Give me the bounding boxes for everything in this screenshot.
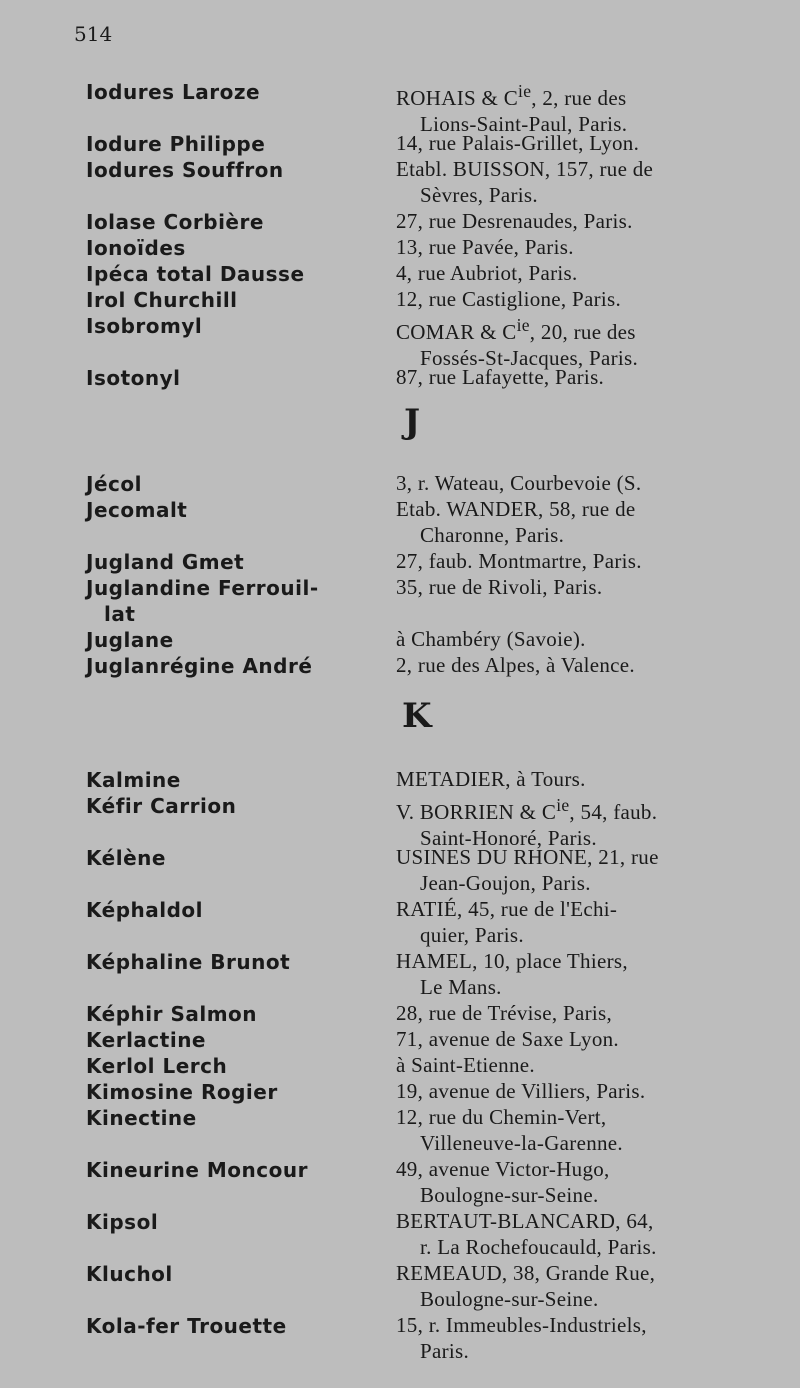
address-line: Lions-Saint-Paul, Paris. bbox=[420, 112, 628, 136]
product-address bbox=[396, 156, 653, 208]
product-name: Kéfir Carrion bbox=[86, 794, 237, 818]
address-line: ROHAIS & $C^{ie}$, 2, rue des bbox=[396, 81, 627, 110]
product-address bbox=[396, 260, 578, 286]
address-line: Boulogne-sur-Seine. bbox=[420, 1287, 599, 1311]
product-address bbox=[396, 1052, 535, 1078]
address-line: Etabl. BUISSON, 157, rue de bbox=[396, 157, 654, 181]
address-line: 71, avenue de Saxe Lyon. bbox=[396, 1027, 619, 1051]
product-name: Képhir Salmon bbox=[86, 1002, 258, 1026]
address-line: 27, rue Desrenaudes, Paris. bbox=[396, 209, 633, 233]
address-line: Charonne, Paris. bbox=[420, 523, 565, 547]
product-name: Juglane bbox=[86, 628, 174, 652]
product-name: Iolase Corbière bbox=[86, 210, 264, 234]
product-address bbox=[396, 948, 628, 1000]
address-line: Boulogne-sur-Seine. bbox=[420, 1183, 599, 1207]
product-name: Képhaldol bbox=[86, 898, 204, 922]
address-line: Etab. WANDER, 58, rue de bbox=[396, 497, 636, 521]
product-name: Juglanrégine André bbox=[86, 654, 313, 678]
product-address bbox=[396, 626, 586, 652]
product-name: Jécol bbox=[86, 472, 142, 496]
address-line: Villeneuve-la-Garenne. bbox=[420, 1131, 623, 1155]
product-address bbox=[396, 792, 657, 851]
product-address bbox=[396, 1312, 647, 1364]
product-name-continuation: lat bbox=[104, 602, 136, 626]
address-line: COMAR & $C^{ie}$, 20, rue des bbox=[396, 315, 636, 344]
product-name: Kola-fer Trouette bbox=[86, 1314, 287, 1338]
product-name: Irol Churchill bbox=[86, 288, 238, 312]
product-name: Kerlol Lerch bbox=[86, 1054, 228, 1078]
product-name: Ionoïdes bbox=[86, 236, 186, 260]
product-address bbox=[396, 548, 642, 574]
product-name: Kluchol bbox=[86, 1262, 173, 1286]
product-name: Kineurine Moncour bbox=[86, 1158, 308, 1182]
product-name: Ipéca total Dausse bbox=[86, 262, 305, 286]
address-line: 49, avenue Victor-Hugo, bbox=[396, 1157, 610, 1181]
product-address bbox=[396, 844, 659, 896]
product-name: Képhaline Brunot bbox=[86, 950, 291, 974]
address-line: V. BORRIEN & $C^{ie}$, 54, faub. bbox=[396, 795, 658, 824]
product-address bbox=[396, 1156, 610, 1208]
product-address bbox=[396, 896, 617, 948]
address-line: 35, rue de Rivoli, Paris. bbox=[396, 575, 603, 599]
product-address bbox=[396, 208, 633, 234]
product-address bbox=[396, 496, 636, 548]
product-address bbox=[396, 470, 641, 496]
address-line: quier, Paris. bbox=[420, 923, 524, 947]
address-line: à Chambéry (Savoie). bbox=[396, 627, 586, 651]
address-line: 12, rue du Chemin-Vert, bbox=[396, 1105, 607, 1129]
product-name: Kipsol bbox=[86, 1210, 159, 1234]
product-name: Iodures Laroze bbox=[86, 80, 261, 104]
product-name: Kerlactine bbox=[86, 1028, 206, 1052]
product-address bbox=[396, 78, 627, 137]
product-address bbox=[396, 766, 586, 792]
product-address bbox=[396, 1026, 619, 1052]
product-address bbox=[396, 652, 635, 678]
address-line: RATIÉ, 45, rue de l'Echi- bbox=[396, 897, 618, 921]
address-line: r. La Rochefoucauld, Paris. bbox=[420, 1235, 657, 1259]
product-name: Jugland Gmet bbox=[86, 550, 245, 574]
address-line: Saint-Honoré, Paris. bbox=[420, 826, 597, 850]
product-address bbox=[396, 286, 621, 312]
address-line: Le Mans. bbox=[420, 975, 502, 999]
address-line: HAMEL, 10, place Thiers, bbox=[396, 949, 628, 973]
address-line: Fossés-St-Jacques, Paris. bbox=[420, 346, 639, 370]
product-name: Kélène bbox=[86, 846, 166, 870]
address-line: Paris. bbox=[420, 1339, 470, 1363]
product-address bbox=[396, 312, 638, 371]
product-address bbox=[396, 1104, 623, 1156]
product-address bbox=[396, 1260, 655, 1312]
product-name: Isobromyl bbox=[86, 314, 203, 338]
address-line: 3, r. Wateau, Courbevoie (S. bbox=[396, 471, 642, 495]
product-address bbox=[396, 130, 639, 156]
product-address bbox=[396, 574, 602, 600]
section-letter: K bbox=[402, 696, 432, 736]
address-line: REMEAUD, 38, Grande Rue, bbox=[396, 1261, 656, 1285]
address-line: 15, r. Immeubles-Industriels, bbox=[396, 1313, 647, 1337]
address-line: 14, rue Palais-Grillet, Lyon. bbox=[396, 131, 640, 155]
product-address bbox=[396, 1208, 657, 1260]
address-line: 87, rue Lafayette, Paris. bbox=[396, 365, 605, 389]
product-name: Kimosine Rogier bbox=[86, 1080, 278, 1104]
address-line: USINES DU RHONE, 21, rue bbox=[396, 845, 659, 869]
address-line: Jean-Goujon, Paris. bbox=[420, 871, 591, 895]
address-line: 12, rue Castiglione, Paris. bbox=[396, 287, 622, 311]
product-name: Kinectine bbox=[86, 1106, 197, 1130]
product-address bbox=[396, 364, 604, 390]
product-name: Juglandine Ferrouil- bbox=[86, 576, 319, 600]
product-name: Kalmine bbox=[86, 768, 181, 792]
product-address bbox=[396, 1000, 612, 1026]
product-address bbox=[396, 234, 574, 260]
product-name: Iodure Philippe bbox=[86, 132, 266, 156]
section-letter: J bbox=[404, 402, 421, 442]
address-line: 19, avenue de Villiers, Paris. bbox=[396, 1079, 646, 1103]
product-name: Iodures Souffron bbox=[86, 158, 284, 182]
page-number: 514 bbox=[74, 22, 113, 46]
address-line: METADIER, à Tours. bbox=[396, 767, 586, 791]
address-line: Sèvres, Paris. bbox=[420, 183, 538, 207]
address-line: 13, rue Pavée, Paris. bbox=[396, 235, 574, 259]
address-line: 2, rue des Alpes, à Valence. bbox=[396, 653, 635, 677]
address-line: 27, faub. Montmartre, Paris. bbox=[396, 549, 642, 573]
address-line: 4, rue Aubriot, Paris. bbox=[396, 261, 578, 285]
product-address bbox=[396, 1078, 645, 1104]
address-line: BERTAUT-BLANCARD, 64, bbox=[396, 1209, 654, 1233]
product-name: Jecomalt bbox=[86, 498, 188, 522]
product-name: Isotonyl bbox=[86, 366, 181, 390]
address-line: à Saint-Etienne. bbox=[396, 1053, 535, 1077]
address-line: 28, rue de Trévise, Paris, bbox=[396, 1001, 613, 1025]
